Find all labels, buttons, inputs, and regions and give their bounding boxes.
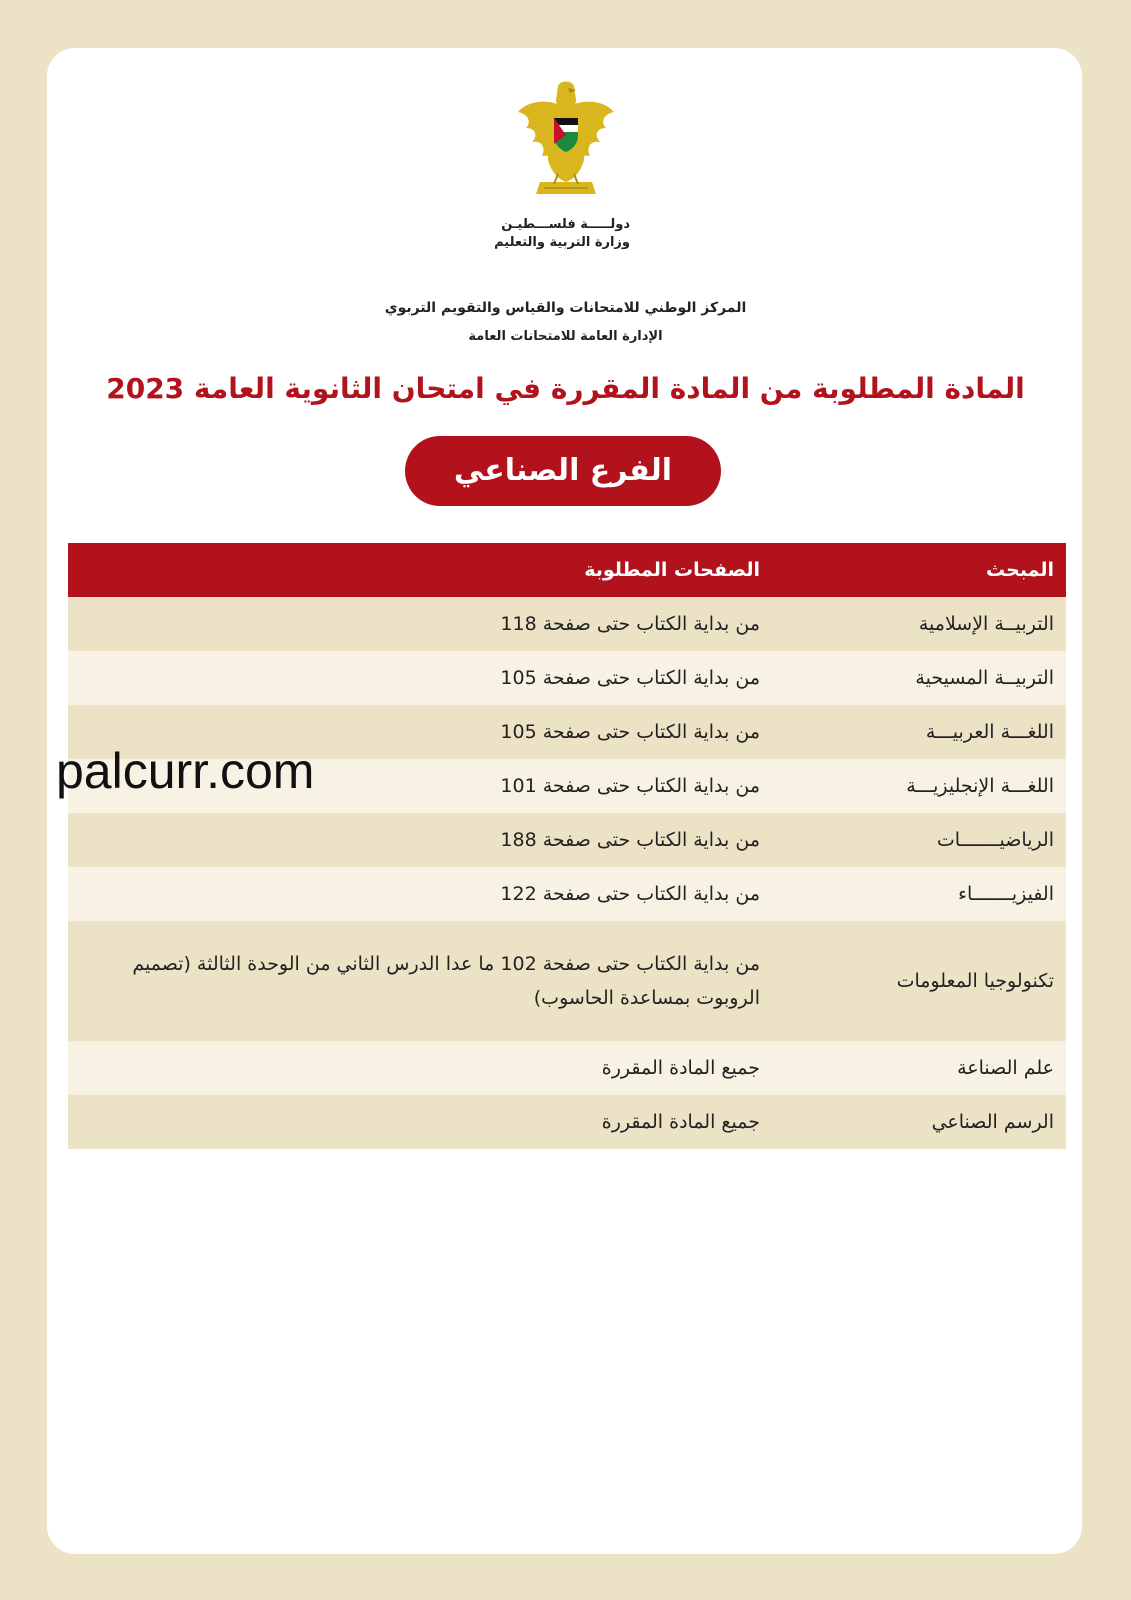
table-row (68, 1041, 1066, 1095)
pages-cell: من بداية الكتاب حتى صفحة 102 ما عدا الدرس الثاني من الوحدة الثالثة (تصميم الروبوت بمساعدة الحاسوب) (132, 953, 760, 1009)
table-header (68, 543, 1066, 597)
table-row (68, 651, 1066, 705)
header-subject: المبحث (986, 559, 1054, 581)
pages-cell: جميع المادة المقررة (601, 1111, 760, 1133)
pages-cell: من بداية الكتاب حتى صفحة 105 (500, 667, 760, 689)
subject-cell: التربيــة المسيحية (915, 667, 1054, 689)
subject-cell: علم الصناعة (957, 1057, 1054, 1079)
subject-cell: اللغـــة الإنجليزيـــة (906, 775, 1054, 797)
table-row (68, 813, 1066, 867)
subject-cell: الفيزيـــــــاء (958, 883, 1054, 905)
branch-badge: الفرع الصناعي (405, 436, 721, 506)
page-title: المادة المطلوبة من المادة المقررة في امتحان الثانوية العامة 2023 (106, 372, 1025, 405)
pages-cell: من بداية الكتاب حتى صفحة 101 (500, 775, 760, 797)
state-name: دولـــــة فلســـطيـن (501, 217, 630, 232)
administration-name: الإدارة العامة للامتحانات العامة (468, 329, 663, 344)
subject-cell: الرسم الصناعي (931, 1111, 1054, 1133)
watermark-text: palcurr.com (56, 743, 315, 799)
pages-cell: من بداية الكتاب حتى صفحة 105 (500, 721, 760, 743)
required-pages-table (68, 543, 1066, 1149)
pages-cell: من بداية الكتاب حتى صفحة 122 (500, 883, 760, 905)
header-pages: الصفحات المطلوبة (584, 559, 760, 581)
center-name: المركز الوطني للامتحانات والقياس والتقويم التربوي (384, 300, 747, 316)
pages-cell: من بداية الكتاب حتى صفحة 188 (500, 829, 760, 851)
subject-cell: التربيــة الإسلامية (918, 613, 1054, 635)
table-row (68, 597, 1066, 651)
palestine-eagle-emblem-icon (510, 78, 622, 206)
pages-cell: جميع المادة المقررة (601, 1057, 760, 1079)
ministry-header (430, 216, 630, 252)
table-row (68, 867, 1066, 921)
table-row (68, 1095, 1066, 1149)
subject-cell: تكنولوجيا المعلومات (896, 970, 1054, 992)
pages-cell: من بداية الكتاب حتى صفحة 118 (500, 613, 760, 635)
table-row (68, 921, 1066, 1041)
subject-cell: الرياضيـــــــات (936, 829, 1054, 851)
ministry-name: وزارة التربية والتعليم (494, 235, 630, 250)
subject-cell: اللغـــة العربيـــة (925, 721, 1054, 743)
